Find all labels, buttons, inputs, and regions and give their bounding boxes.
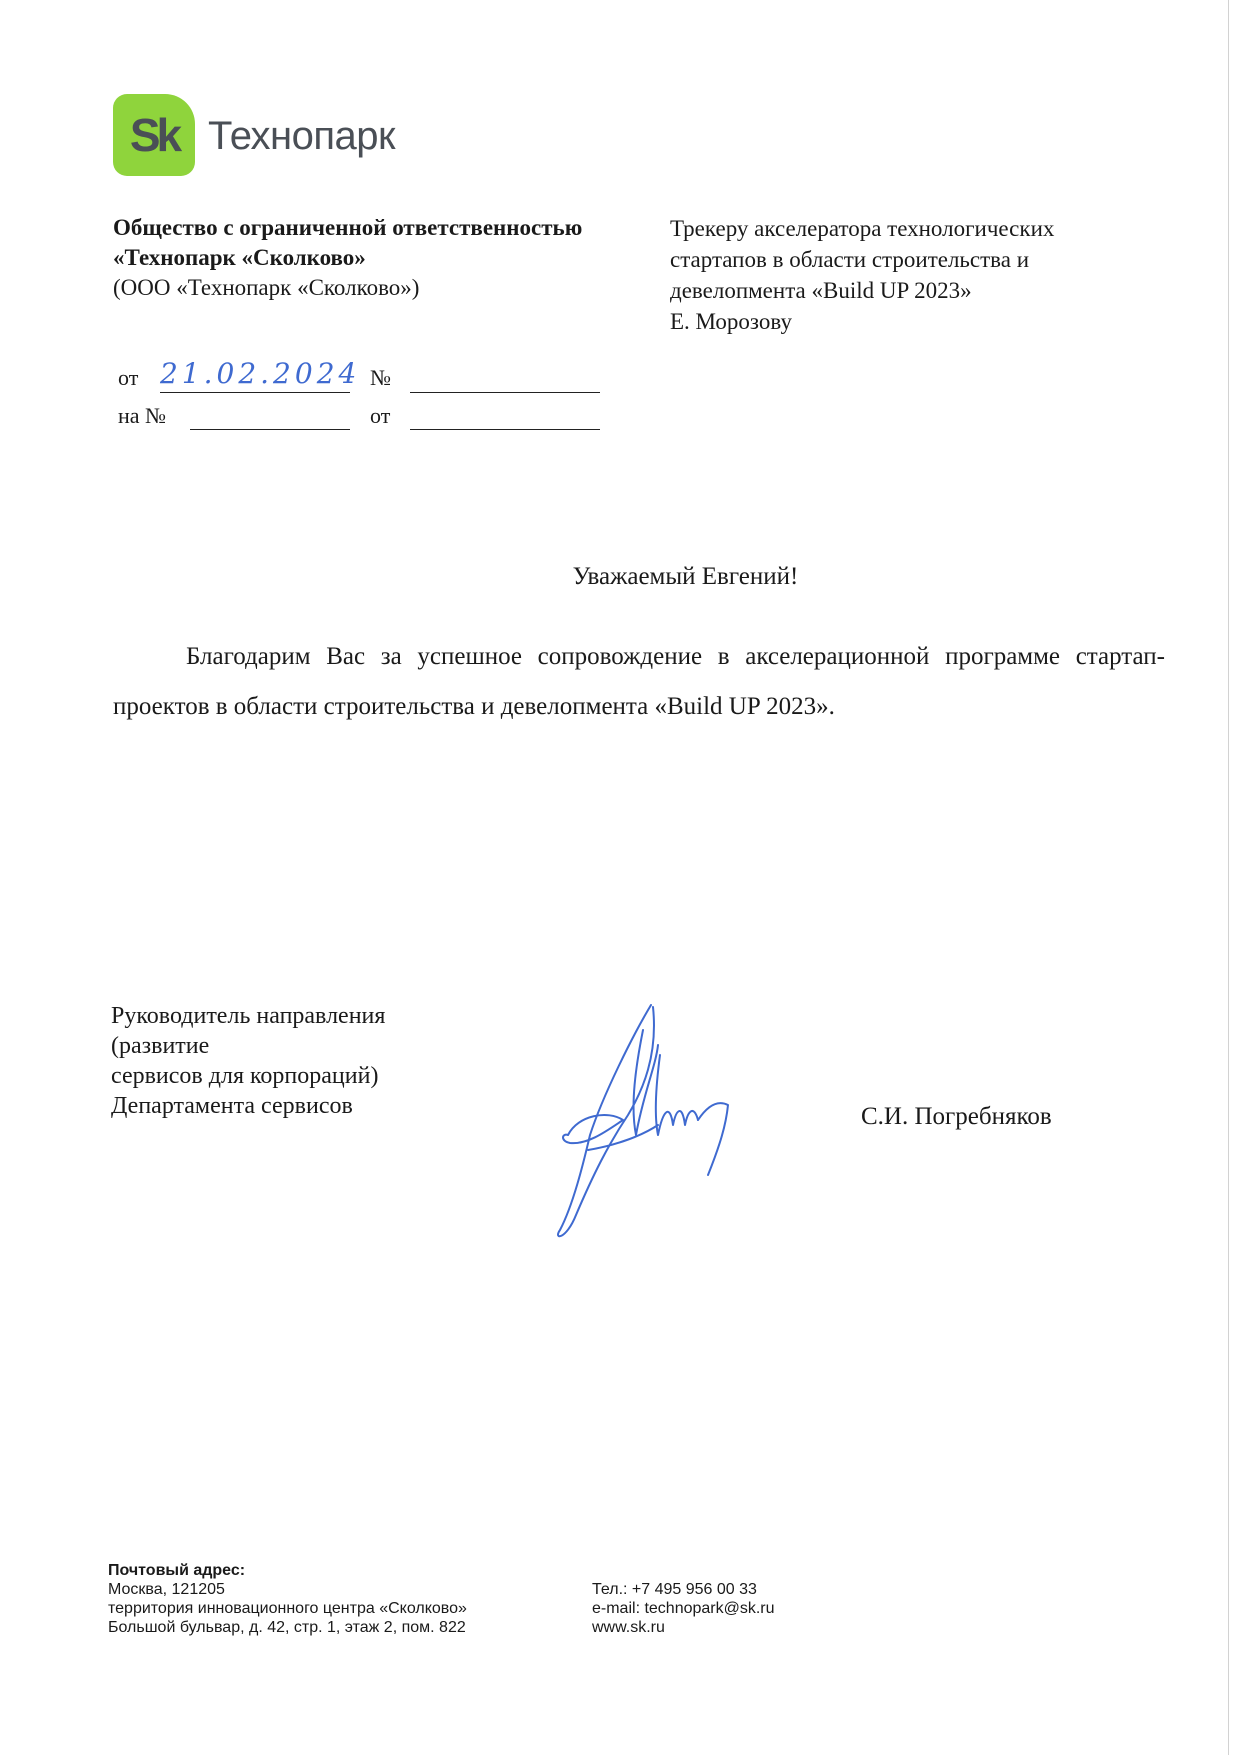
handwritten-signature [548,985,778,1245]
signer-position [111,1001,385,1121]
number-label: № [370,365,391,390]
logo-mark: Sk [129,109,179,161]
recipient-line-2: стартапов в области строительства и [670,247,1030,272]
handwritten-date: 21.02.2024 [160,357,361,390]
scan-edge-line [1228,0,1229,1755]
address-line-2: территория инновационного центра «Сколково» [108,1600,467,1617]
position-line-1: Руководитель направления [111,1003,386,1029]
footer-contacts [592,1580,775,1637]
from-label: от [118,365,139,390]
logo-name: Технопарк [208,114,396,158]
address-line-3: Большой бульвар, д. 42, стр. 1, этаж 2, пом. 822 [108,1619,466,1636]
greeting: Уважаемый Евгений! [572,563,799,590]
ref-from-label: от [370,403,391,428]
signer-name: С.И. Погребняков [861,1103,1052,1130]
position-line-3: сервисов для корпораций) [111,1063,379,1089]
number-field-line [410,392,600,393]
recipient-line-4: Е. Морозову [670,309,792,334]
sender-block [113,213,582,303]
contact-phone: Тел.: +7 495 956 00 33 [592,1581,757,1598]
recipient-block [670,213,1054,337]
address-line-1: Москва, 121205 [108,1581,225,1598]
recipient-line-1: Трекеру акселератора технологических [670,216,1055,241]
date-field-line [160,392,350,393]
ref-from-field-line [410,429,600,430]
ref-number-field-line [190,429,350,430]
letter-body: Благодарим Вас за успешное сопровождение в акселерационной программе стартап-проектов в области строительства и девелопмента «Build UP 2023». [113,643,1165,720]
address-heading: Почтовый адрес: [108,1562,246,1579]
contact-website[interactable]: www.sk.ru [592,1619,665,1636]
sender-line-3: (ООО «Технопарк «Сколково») [113,275,420,300]
ref-number-label: на № [118,403,167,428]
position-line-4: Департамента сервисов [111,1093,353,1119]
recipient-line-3: девелопмента «Build UP 2023» [670,278,972,303]
position-line-2: (развитие [111,1033,210,1059]
sender-line-2: «Технопарк «Сколково» [113,245,366,270]
footer-address [108,1561,467,1637]
sender-line-1: Общество с ограниченной ответственностью [113,215,583,240]
contact-email[interactable]: e-mail: technopark@sk.ru [592,1600,775,1617]
